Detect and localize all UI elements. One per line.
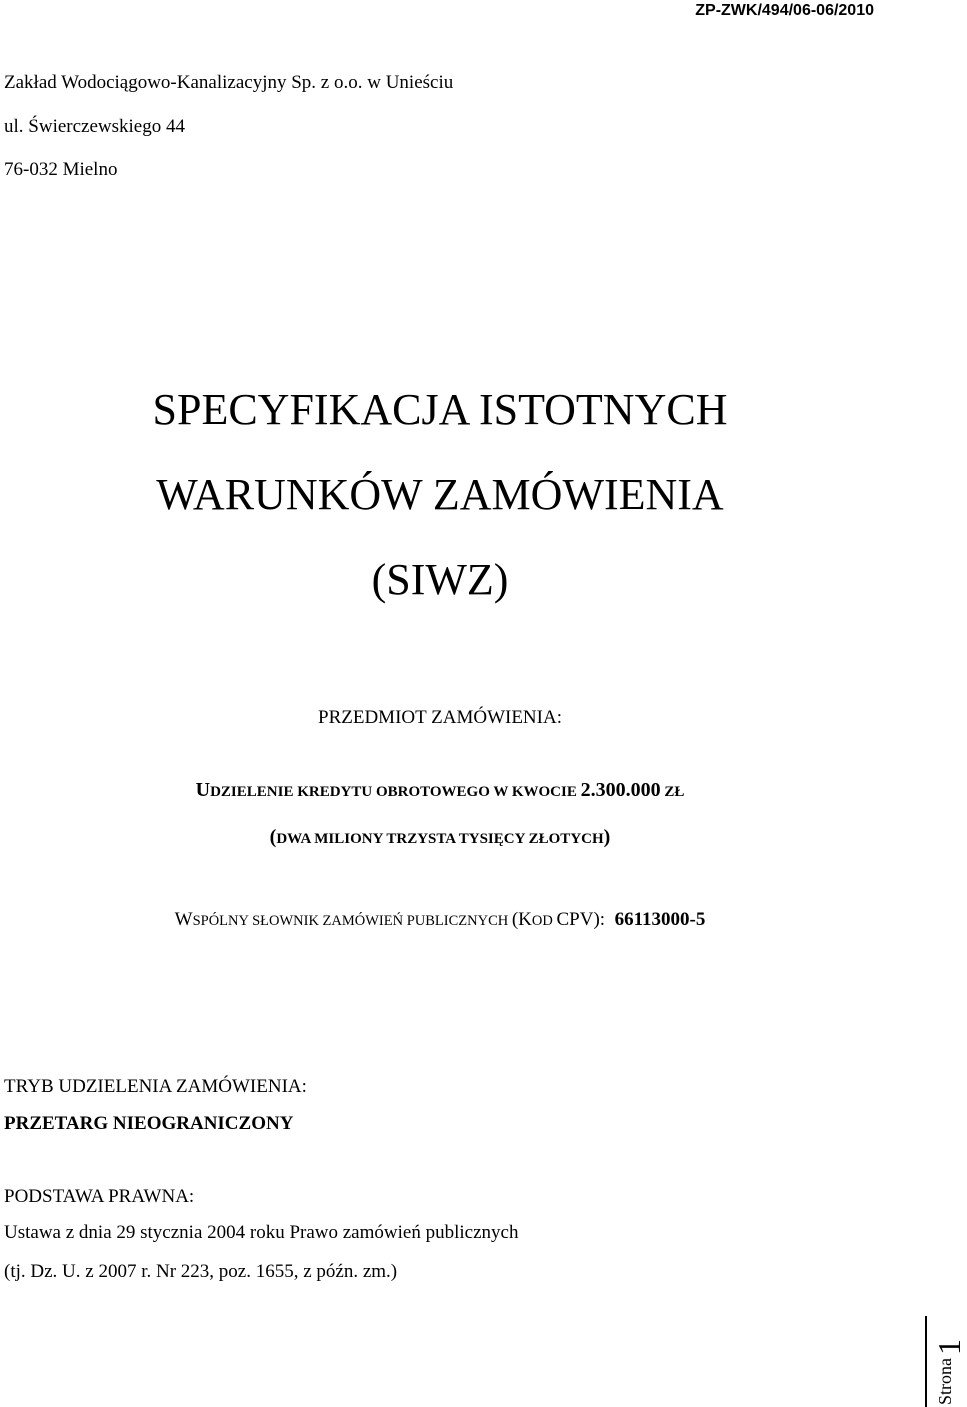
cpv-code-line <box>0 909 880 931</box>
cpv-paren: (K <box>511 909 532 930</box>
subject-text: DZIELENIE KREDYTU OBROTOWEGO W KWOCIE <box>210 784 581 800</box>
cpv-cap: W <box>174 909 193 930</box>
amount-in-words <box>0 826 880 849</box>
title-line-2: WARUNKÓW ZAMÓWIENIA <box>156 470 724 519</box>
street-address: ul. Świerczewskiego 44 <box>4 116 185 137</box>
subject-description <box>0 779 880 802</box>
subject-cap: U <box>195 779 211 801</box>
postal-city: 76-032 Mielno <box>4 159 118 180</box>
cpv-code: 66113000-5 <box>614 909 706 930</box>
page-word: Strona <box>935 1358 955 1405</box>
cpv-od: OD <box>531 913 557 929</box>
legal-basis-line-2: (tj. Dz. U. z 2007 r. Nr 223, poz. 1655, z późn. zm.) <box>4 1261 398 1282</box>
company-name: Zakład Wodociągowo-Kanalizacyjny Sp. z o.o. w Unieściu <box>4 72 454 93</box>
subject-currency: ZŁ <box>660 784 685 800</box>
amount-words-text: DWA MILIONY TRZYSTA TYSIĘCY ZŁOTYCH <box>276 831 604 847</box>
title-line-1: SPECYFIKACJA ISTOTNYCH <box>152 385 728 434</box>
procedure-label: TRYB UDZIELENIA ZAMÓWIENIA: <box>4 1076 307 1097</box>
title-line-3: (SIWZ) <box>371 555 509 604</box>
legal-basis-label: PODSTAWA PRAWNA: <box>4 1186 195 1207</box>
amount-words-open: ( <box>269 826 277 848</box>
footer-divider <box>925 1316 927 1407</box>
document-reference-number: ZP-ZWK/494/06-06/2010 <box>695 2 874 19</box>
procedure-value: PRZETARG NIEOGRANICZONY <box>4 1113 294 1134</box>
amount-words-close: ) <box>603 826 611 848</box>
cpv-vocabulary-text: SPÓLNY SŁOWNIK ZAMÓWIEŃ PUBLICZNYCH <box>192 913 512 929</box>
page-number: 1 <box>931 1339 967 1355</box>
subject-label: PRZEDMIOT ZAMÓWIENIA: <box>318 707 562 728</box>
legal-basis-line-1: Ustawa z dnia 29 stycznia 2004 roku Prawo zamówień publicznych <box>4 1222 519 1243</box>
subject-amount: 2.300.000 <box>580 779 661 801</box>
cpv-label: CPV): <box>556 909 606 930</box>
